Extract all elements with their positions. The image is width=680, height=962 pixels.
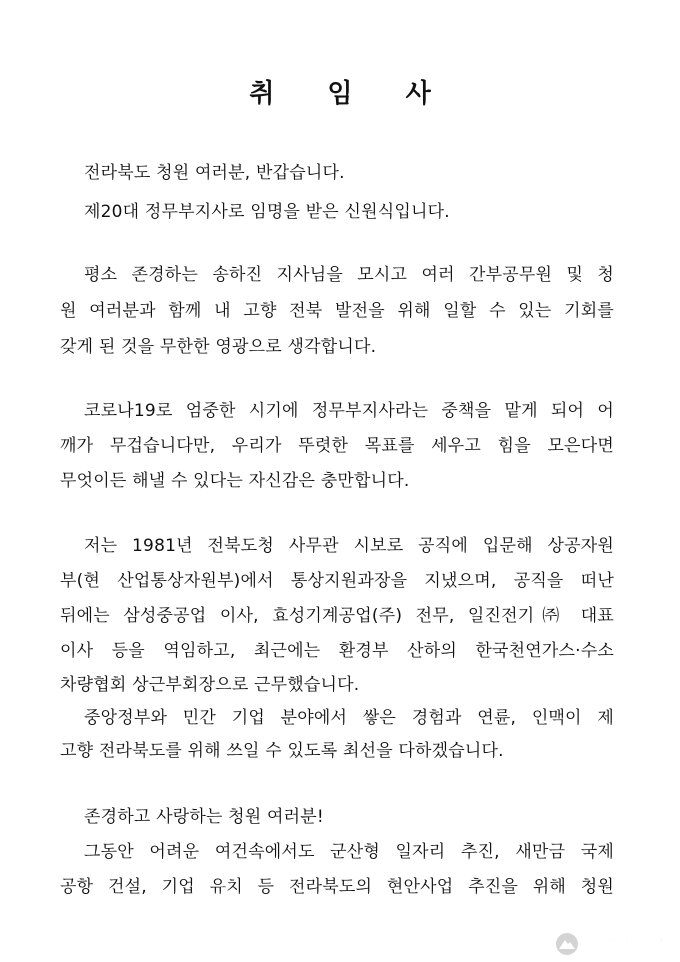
para1-line1: 전라북도 청원 여러분, 반갑습니다. [84, 163, 345, 183]
para5-line1: 존경하고 사랑하는 청원 여러분! [84, 807, 324, 827]
para1-line2: 제20대 정무부지사로 임명을 받은 신원식입니다. [84, 202, 450, 222]
para4-line4: 이사 등을 역임하고, 최근에는 환경부 산하의 한국천연가스·수소 [60, 641, 614, 661]
para3-line1: 코로나19로 엄중한 시기에 정무부지사라는 중책을 맡게 되어 어 [84, 401, 614, 421]
para4-line7: 고향 전라북도를 위해 쓰일 수 있도록 최선을 다하겠습니다. [60, 741, 504, 761]
para2-line1: 평소 존경하는 송하진 지사님을 모시고 여러 간부공무원 및 청 [84, 265, 614, 285]
para4-line2: 부(현 산업통상자원부)에서 통상지원과장을 지냈으며, 공직을 떠난 [60, 571, 614, 591]
para5-line3: 공항 건설, 기업 유치 등 전라북도의 현안사업 추진을 위해 청원 [60, 877, 614, 897]
para2-line3: 갖게 된 것을 무한한 영광으로 생각합니다. [60, 337, 377, 357]
para3-line2: 깨가 무겁습니다만, 우리가 뚜렷한 목표를 세우고 힘을 모은다면 [60, 436, 614, 456]
para3-line3: 무엇이든 해낼 수 있다는 자신감은 충만합니다. [60, 471, 410, 491]
para2-line2: 원 여러분과 함께 내 고향 전북 발전을 위해 일할 수 있는 기회를 [60, 301, 614, 321]
para4-line5: 차량협회 상근부회장으로 근무했습니다. [60, 675, 360, 695]
para5-line2: 그동안 어려운 여건속에서도 군산형 일자리 추진, 새만금 국제 [84, 842, 614, 862]
watermark [555, 931, 670, 956]
para4-line3: 뒤에는 삼성중공업 이사, 효성기계공업(주) 전무, 일진전기㈜ 대표 [60, 606, 614, 626]
mountain-logo-icon [555, 932, 579, 956]
para4-line1: 저는 1981년 전북도청 사무관 시보로 공직에 입문해 상공자원 [84, 536, 614, 556]
para4-line6: 중앙정부와 민간 기업 분야에서 쌓은 경험과 연륜, 인맥이 제 [84, 708, 614, 728]
watermark-text: 무진장뉴스 [585, 936, 670, 956]
document-title: 취 임 사 [249, 79, 453, 109]
